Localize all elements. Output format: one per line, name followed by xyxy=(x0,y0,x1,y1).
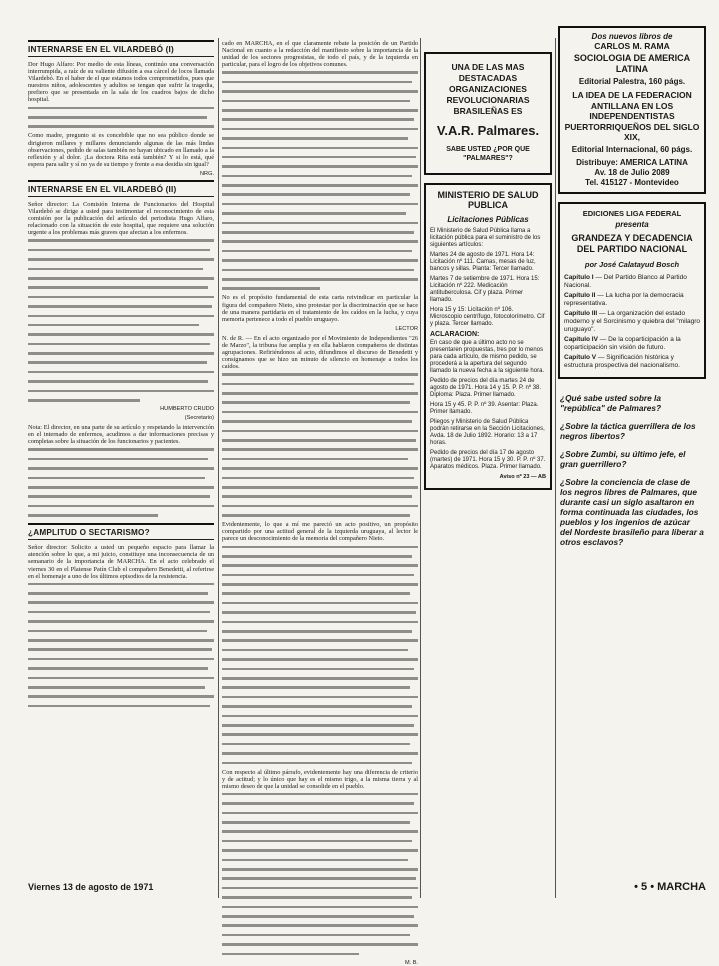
text-block xyxy=(222,793,418,960)
palmares-ad xyxy=(424,52,552,175)
ad-book-title: LA IDEA DE LA FEDERACION ANTILLANA EN LOS INDEPENDENTISTAS PUERTORRIQUEÑOS DEL SIGLO XIX, xyxy=(564,90,700,142)
question-item: ¿Qué sabe usted sobre la "república" de Palmares? xyxy=(560,392,662,413)
ad-question: SABE USTED ¿POR QUE "PALMARES"? xyxy=(446,146,530,162)
ad-author: por José Calatayud Bosch xyxy=(584,259,680,269)
letter-headline-2: INTERNARSE EN EL VILARDEBÓ (II) xyxy=(28,180,214,197)
notice-text: Martes 24 de agosto de 1971. Hora 14: Licitación nº 111. Camas, mesas de luz, bancos y sillas. Planta: Tercer llamado. xyxy=(430,252,536,272)
chapter-title: La organización del estado moderno y el Sorcinismo y quiebra del "milagro uruguayo". xyxy=(564,309,700,333)
chapter-title: Del Partido Blanco al Partido Nacional. xyxy=(564,273,687,289)
question-item: ¿Sobre la táctica guerrillera de los negros libertos? xyxy=(560,420,696,441)
chapter-item: Capítulo I — Del Partido Blanco al Partido Nacional. xyxy=(564,273,687,289)
letter-paragraph: cado en MARCHA, en el que claramente rebate la posición de un Partido Nacional en cuanto a la redacción del manifiesto sobre la importancia de la unidad de los sectores progresistas, de todo el país, y de la izquierda en particular, para el logro de los objetivos comunes. xyxy=(222,40,418,69)
text-block xyxy=(222,373,418,521)
text-block xyxy=(222,546,418,769)
ad-phone: Tel. 415127 - Montevideo xyxy=(585,177,679,187)
liga-federal-ad xyxy=(558,202,706,379)
letter-signature: LECTOR xyxy=(395,325,418,332)
chapter-title: La lucha por la democracia representativa. xyxy=(564,291,684,307)
letter-paragraph: Señor director: La Comisión Interna de Funcionarios del Hospital Vilardebó se dirige a usted para testimoniar el reconocimiento de esta comisión por la publicación del artículo del periodista Hugo Alfaro, relacionado con la situación de este hospital, que requiere una solución urgente a los problemas más graves que afectan a los enfermos. xyxy=(28,200,214,237)
column-divider xyxy=(218,38,219,898)
notice-title: MINISTERIO DE SALUD PUBLICA xyxy=(437,190,539,210)
palmares-questions-ad xyxy=(558,387,706,561)
column-divider xyxy=(555,38,556,898)
issue-date: Viernes 13 de agosto de 1971 xyxy=(28,882,154,892)
page-footer xyxy=(28,882,706,896)
ads-column-4 xyxy=(558,26,706,894)
ad-line: Editorial Internacional, 60 págs. xyxy=(571,144,693,154)
question-item: ¿Sobre la conciencia de clase de los negros libres de Palmares, que durante casi un siglo asaltaron en forma continuada las ciudades, los pueblos y los ingenios de azúcar del Nordeste brasileño para liberar a otros esclavos? xyxy=(560,476,704,547)
letters-column-2 xyxy=(222,40,418,966)
text-block xyxy=(28,239,214,406)
letter-signature: HUMBERTO CRUDO xyxy=(160,406,214,413)
chapter-number: Capítulo III xyxy=(564,309,598,317)
editor-note: Nota: El director, en una parte de su artículo y respetando la intervención en el internado de enfermos, acudimos a dar informaciones precisas y completas sobre la situación de los funcionarios y pacientes. xyxy=(28,424,214,446)
column-divider xyxy=(420,38,421,898)
ad-line: ORGANIZACIONES xyxy=(449,84,527,94)
question-item: ¿Sobre Zumbi, su último jefe, el gran guerrillero? xyxy=(560,448,686,469)
ad-line: Editorial Palestra, 160 págs. xyxy=(578,77,686,86)
letter-signature: M. B. xyxy=(404,959,418,966)
notice-text: Pedido de precios del día martes 24 de agosto de 1971. Hora 14 y 15. P. P. nº 38. Diploma: Plaza. Primer llamado. xyxy=(430,378,542,398)
notice-text: El Ministerio de Salud Pública llama a licitación pública para el suministro de los siguientes artículos: xyxy=(430,228,541,248)
chapter-number: Capítulo II xyxy=(564,291,596,299)
letter-signature: NRG. xyxy=(200,170,214,177)
chapter-item: Capítulo IV — De la coparticipación a la coparticipación sin visión de futuro. xyxy=(564,335,681,351)
ad-line: UNA DE LAS MAS xyxy=(451,62,525,72)
letter-paragraph: Como madre, pregunto si es concebible que no sea público donde se dirigieron millares y millares denunciando algunas de las más lindas observaciones, pedido de salas también no hayan ubicado en llamado a la reflexión y al dolor. ¡La doctora Rita está también? Y si lo está, qué espera para salir y sí no ya de su tiempo y frente a esa desidia sin igual? xyxy=(28,132,214,168)
ad-line: DESTACADAS xyxy=(458,73,518,83)
ad-line: Dos nuevos libros de xyxy=(591,32,673,41)
letter-paragraph: Señor director: Solicito a usted un pequeño espacio para llamar la atención sobre lo que, a mi juicio, constituye una inconsecuencia de un semanario de la importancia de MARCHA. En el acto celebrado el viernes 30 en el Platense Patín Club el compañero Benedetti, al referirse en el homenaje a uno de los últimos episodios de la resistencia. xyxy=(28,544,214,580)
letter-signature-role: (Secretario) xyxy=(184,415,214,422)
notice-text: Pliegos y Ministerio de Salud Pública podrán retirarse en la Sección Licitaciones, Avda. 18 de Julio 1892. Horario: 13 a 17 horas. xyxy=(430,419,545,446)
ads-column-3 xyxy=(424,52,552,920)
ad-line: BRASILEÑAS ES xyxy=(453,106,523,116)
notice-clarification-heading: ACLARACION: xyxy=(430,331,480,338)
editor-reply: Con respecto al último párrafo, evidentemente hay una diferencia de criterio y de actitud; y lo único que hay es el mismo trigo, a la misma tierra y al mismo deseo de que la unidad se consolide en el pueblo. xyxy=(222,768,418,790)
rama-books-ad xyxy=(558,26,706,194)
notice-text: Martes 7 de setiembre de 1971. Hora 15: Licitación nº 222. Medicación antituberculosa. Cif y plaza. Primer llamado. xyxy=(430,276,540,303)
letters-column-1 xyxy=(28,38,214,900)
ad-address: Av. 18 de Julio 2089 xyxy=(594,167,670,177)
chapter-item: Capítulo V — Significación histórica y estructura prospectiva del nacionalismo. xyxy=(564,353,680,369)
chapter-number: Capítulo I xyxy=(564,273,594,281)
chapter-title: Significación histórica y estructura prospectiva del nacionalismo. xyxy=(564,353,680,369)
ad-line: REVOLUCIONARIAS xyxy=(446,95,530,105)
letter-paragraph: Dor Hugo Alfaro: Por medio de esta líneas, continúo una conversación interrumpida, a raíz de su valiente difusión a esa cárcel de locos llamada Vilardebó. En el haber de el que estamos todos comprometidos, pues que nuestros niños, adolescentes y adultos se tengan que sufrir la tragedia, prefiero que se presentada en la sala de los cuadros bajos de dicho hospital. xyxy=(28,61,214,104)
letter-headline-1: INTERNARSE EN EL VILARDEBÓ (I) xyxy=(28,40,214,57)
ad-book-title: GRANDEZA Y DECADENCIA DEL PARTIDO NACIONAL xyxy=(571,232,693,254)
chapter-item: Capítulo III — La organización del estado moderno y el Sorcinismo y quiebra del "milagro uruguayo". xyxy=(564,309,700,333)
notice-text: Hora 15 y 15: Licitación nº 106. Microscopio centrífugo, fotocolorímetro. Cif y plaza. Tercer llamado. xyxy=(430,307,545,327)
text-block xyxy=(28,448,214,521)
letter-headline-3: ¿AMPLITUD O SECTARISMO? xyxy=(28,523,214,540)
text-block xyxy=(28,583,214,712)
ad-line: presenta xyxy=(615,219,649,229)
chapter-title: De la coparticipación a la coparticipación sin visión de futuro. xyxy=(564,335,681,351)
newspaper-page xyxy=(10,8,710,966)
page-number-masthead: • 5 • MARCHA xyxy=(634,881,706,893)
editor-reply: N. de R. — En el acto organizado por el Movimiento de Independientes "26 de Marzo", la tribuna fue amplia y en ella hablaron compañeros de distintas agrupaciones. Refiriéndonos al acto, difundimos el discurso de Benedetti y consignamos que se hizo un minuto de silencio en homenaje a todos los caídos. xyxy=(222,334,418,371)
ministry-notice xyxy=(424,183,552,490)
text-block xyxy=(28,107,214,133)
notice-number: Aviso nº 23 — AB xyxy=(499,474,546,480)
letter-paragraph: No es el propósito fundamental de esta carta reivindicar en particular la figura del compañero Nieto, sino protestar por la discriminación que se hace de una manera partidaria en el tratamiento de los caídos en la lucha, y cuya memoria pertenece a todo el pueblo uruguayo. xyxy=(222,294,418,323)
editor-reply: Evidentemente, lo que a mí me pareció un acto positivo, un propósito compartido por una actitud general de la izquierda uruguaya, al lector le parece un desconocimiento de la memoria del compañero Nieto. xyxy=(222,521,418,543)
chapter-number: Capítulo IV xyxy=(564,335,598,343)
ad-author: CARLOS M. RAMA xyxy=(594,41,670,51)
ad-line: Distribuye: AMERICA LATINA xyxy=(576,157,688,167)
notice-text: En caso de que a último acto no se presentaren propuestas, tres por lo menos para cada artículo, de mismo pedido, se procederá a la apertura del segundo llamado la nueva fecha a la siguiente hora. xyxy=(430,340,545,374)
ad-publisher: EDICIONES LIGA FEDERAL xyxy=(582,208,682,218)
chapter-number: Capítulo V xyxy=(564,353,597,361)
ad-book-title: SOCIOLOGIA DE AMERICA LATINA xyxy=(573,53,691,74)
notice-text: Hora 15 y 45. P. P. nº 39. Asentar: Plaza. Primer llamado. xyxy=(430,402,539,415)
notice-text: Pedido de precios del día 17 de agosto (martes) de 1971. Hora 15 y 30. P. P. nº 37. Aparatos médicos. Plaza. Primer llamado. xyxy=(430,450,546,470)
chapter-list xyxy=(564,274,700,370)
text-block xyxy=(222,71,418,294)
chapter-item: Capítulo II — La lucha por la democracia representativa. xyxy=(564,291,684,307)
notice-subtitle: Licitaciones Públicas xyxy=(447,215,529,224)
ad-org-name: V.A.R. Palmares. xyxy=(436,123,540,138)
